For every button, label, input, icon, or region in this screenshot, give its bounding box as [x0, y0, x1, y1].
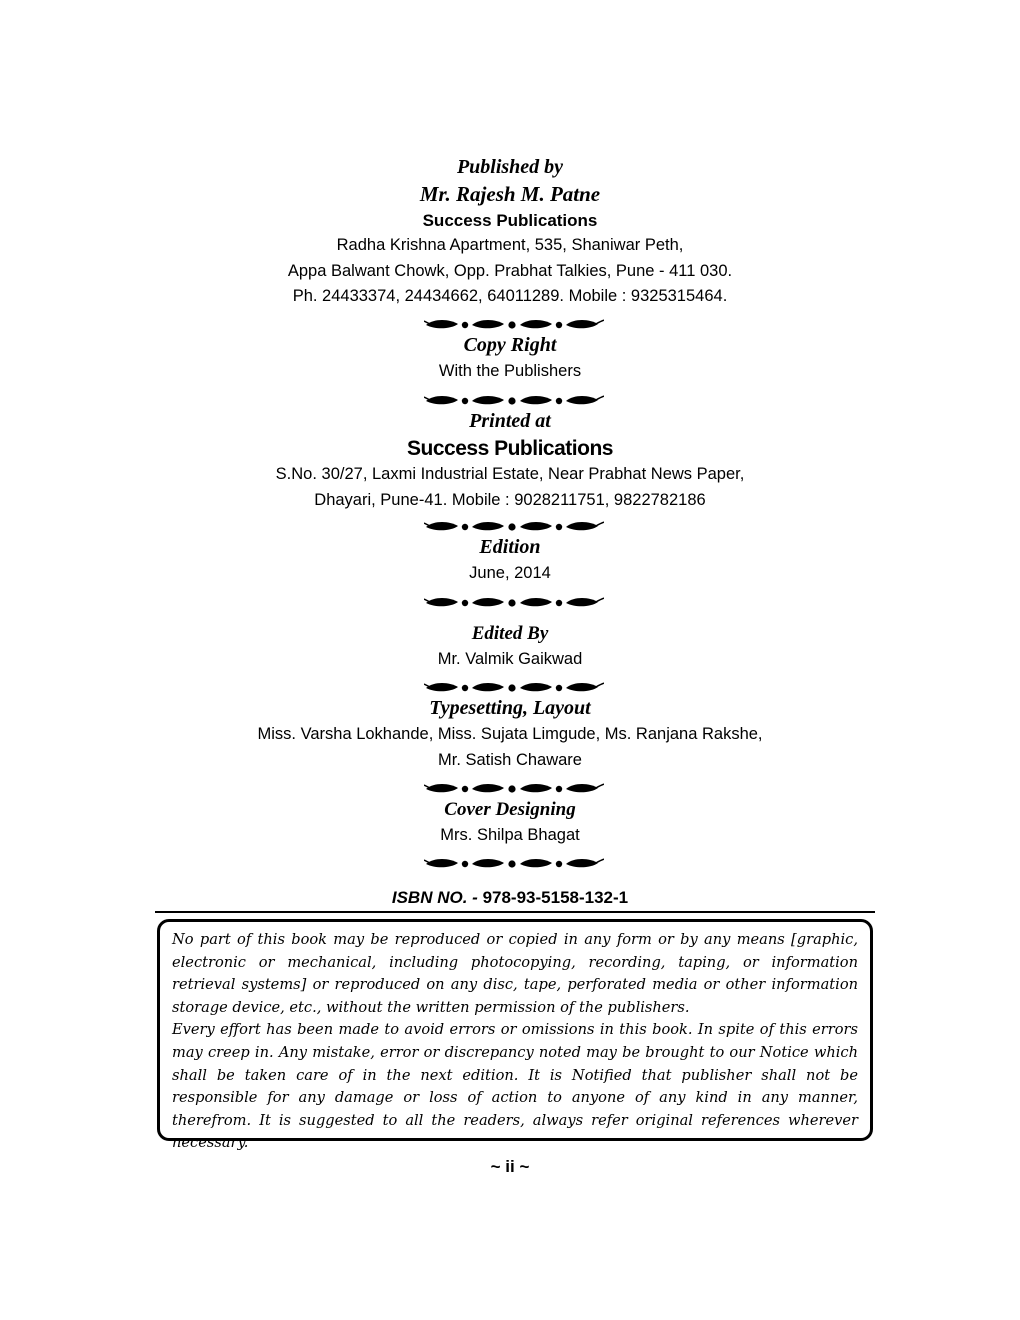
- copyright-notice-box: [157, 919, 873, 1152]
- leaf-vine-ornament-icon: [424, 857, 604, 871]
- publisher-section: [0, 154, 1020, 310]
- typesetter-names: Miss. Varsha Lokhande, Miss. Sujata Limgude, Ms. Ranjana Rakshe,: [257, 725, 763, 743]
- edition-section: [0, 534, 1020, 587]
- typesetting-heading: Typesetting, Layout: [429, 697, 591, 719]
- publisher-phone-line: Ph. 24433374, 24434662, 64011289. Mobile : 9325315464.: [292, 287, 728, 305]
- printed-at-heading: Printed at: [469, 410, 551, 432]
- leaf-vine-ornament-icon: [424, 596, 604, 610]
- publisher-address-line: Radha Krishna Apartment, 535, Shaniwar Peth,: [336, 236, 684, 254]
- printer-company: Success Publications: [407, 437, 613, 460]
- cover-designing-heading: Cover Designing: [444, 799, 576, 820]
- edition-heading: Edition: [479, 536, 541, 558]
- page-number: ~ ii ~: [490, 1157, 530, 1176]
- leaf-vine-ornament-icon: [424, 782, 604, 796]
- edited-by-heading: Edited By: [471, 623, 549, 644]
- cover-designer-name: Mrs. Shilpa Bhagat: [440, 826, 580, 844]
- notice-paragraph: Every effort has been made to avoid errors or omissions in this book. In spite of this errors may creep in. Any mistake, error or discrepancy noted may be brought to our Notice which shall be taken care of in the next edition. It is Notified that publisher shall not be responsible for any damage or loss of action to anyone of any kind in any manner, therefrom. It is suggested to all the readers, always refer original references wherever necessary.: [172, 1021, 858, 1152]
- copyright-heading: Copy Right: [463, 334, 557, 356]
- publisher-company: Success Publications: [422, 211, 598, 230]
- edition-date: June, 2014: [469, 564, 551, 582]
- leaf-vine-ornament-icon: [424, 520, 604, 534]
- isbn-label: ISBN NO. -: [391, 888, 478, 907]
- isbn-line: [0, 886, 1020, 910]
- divider: [155, 911, 875, 913]
- editor-section: [0, 620, 1020, 673]
- printer-section: [0, 408, 1020, 513]
- editor-name: Mr. Valmik Gaikwad: [437, 650, 583, 668]
- leaf-vine-ornament-icon: [424, 394, 604, 408]
- copyright-text: With the Publishers: [438, 362, 582, 380]
- publisher-name: Mr. Rajesh M. Patne: [419, 182, 601, 206]
- publisher-address-line: Appa Balwant Chowk, Opp. Prabhat Talkies, Pune - 411 030.: [287, 261, 733, 280]
- typesetter-names: Mr. Satish Chaware: [438, 750, 582, 769]
- typesetting-section: [0, 695, 1020, 773]
- printer-address-line: S.No. 30/27, Laxmi Industrial Estate, Near Prabhat News Paper,: [275, 465, 745, 483]
- leaf-vine-ornament-icon: [424, 681, 604, 695]
- cover-design-section: [0, 796, 1020, 849]
- isbn-number: 978-93-5158-132-1: [482, 888, 629, 907]
- copyright-section: [0, 332, 1020, 385]
- notice-paragraph: No part of this book may be reproduced or copied in any form or by any means [graphic, electronic or mechanical, including photocopying, recording, taping, or information retrieval systems] or reproduced on any disc, tape, perforated media or other information storage device, etc., without the written permission of the publishers.: [172, 931, 858, 1016]
- printer-address-line: Dhayari, Pune-41. Mobile : 9028211751, 9822782186: [314, 490, 706, 509]
- published-by-heading: Published by: [456, 156, 564, 178]
- leaf-vine-ornament-icon: [424, 318, 604, 332]
